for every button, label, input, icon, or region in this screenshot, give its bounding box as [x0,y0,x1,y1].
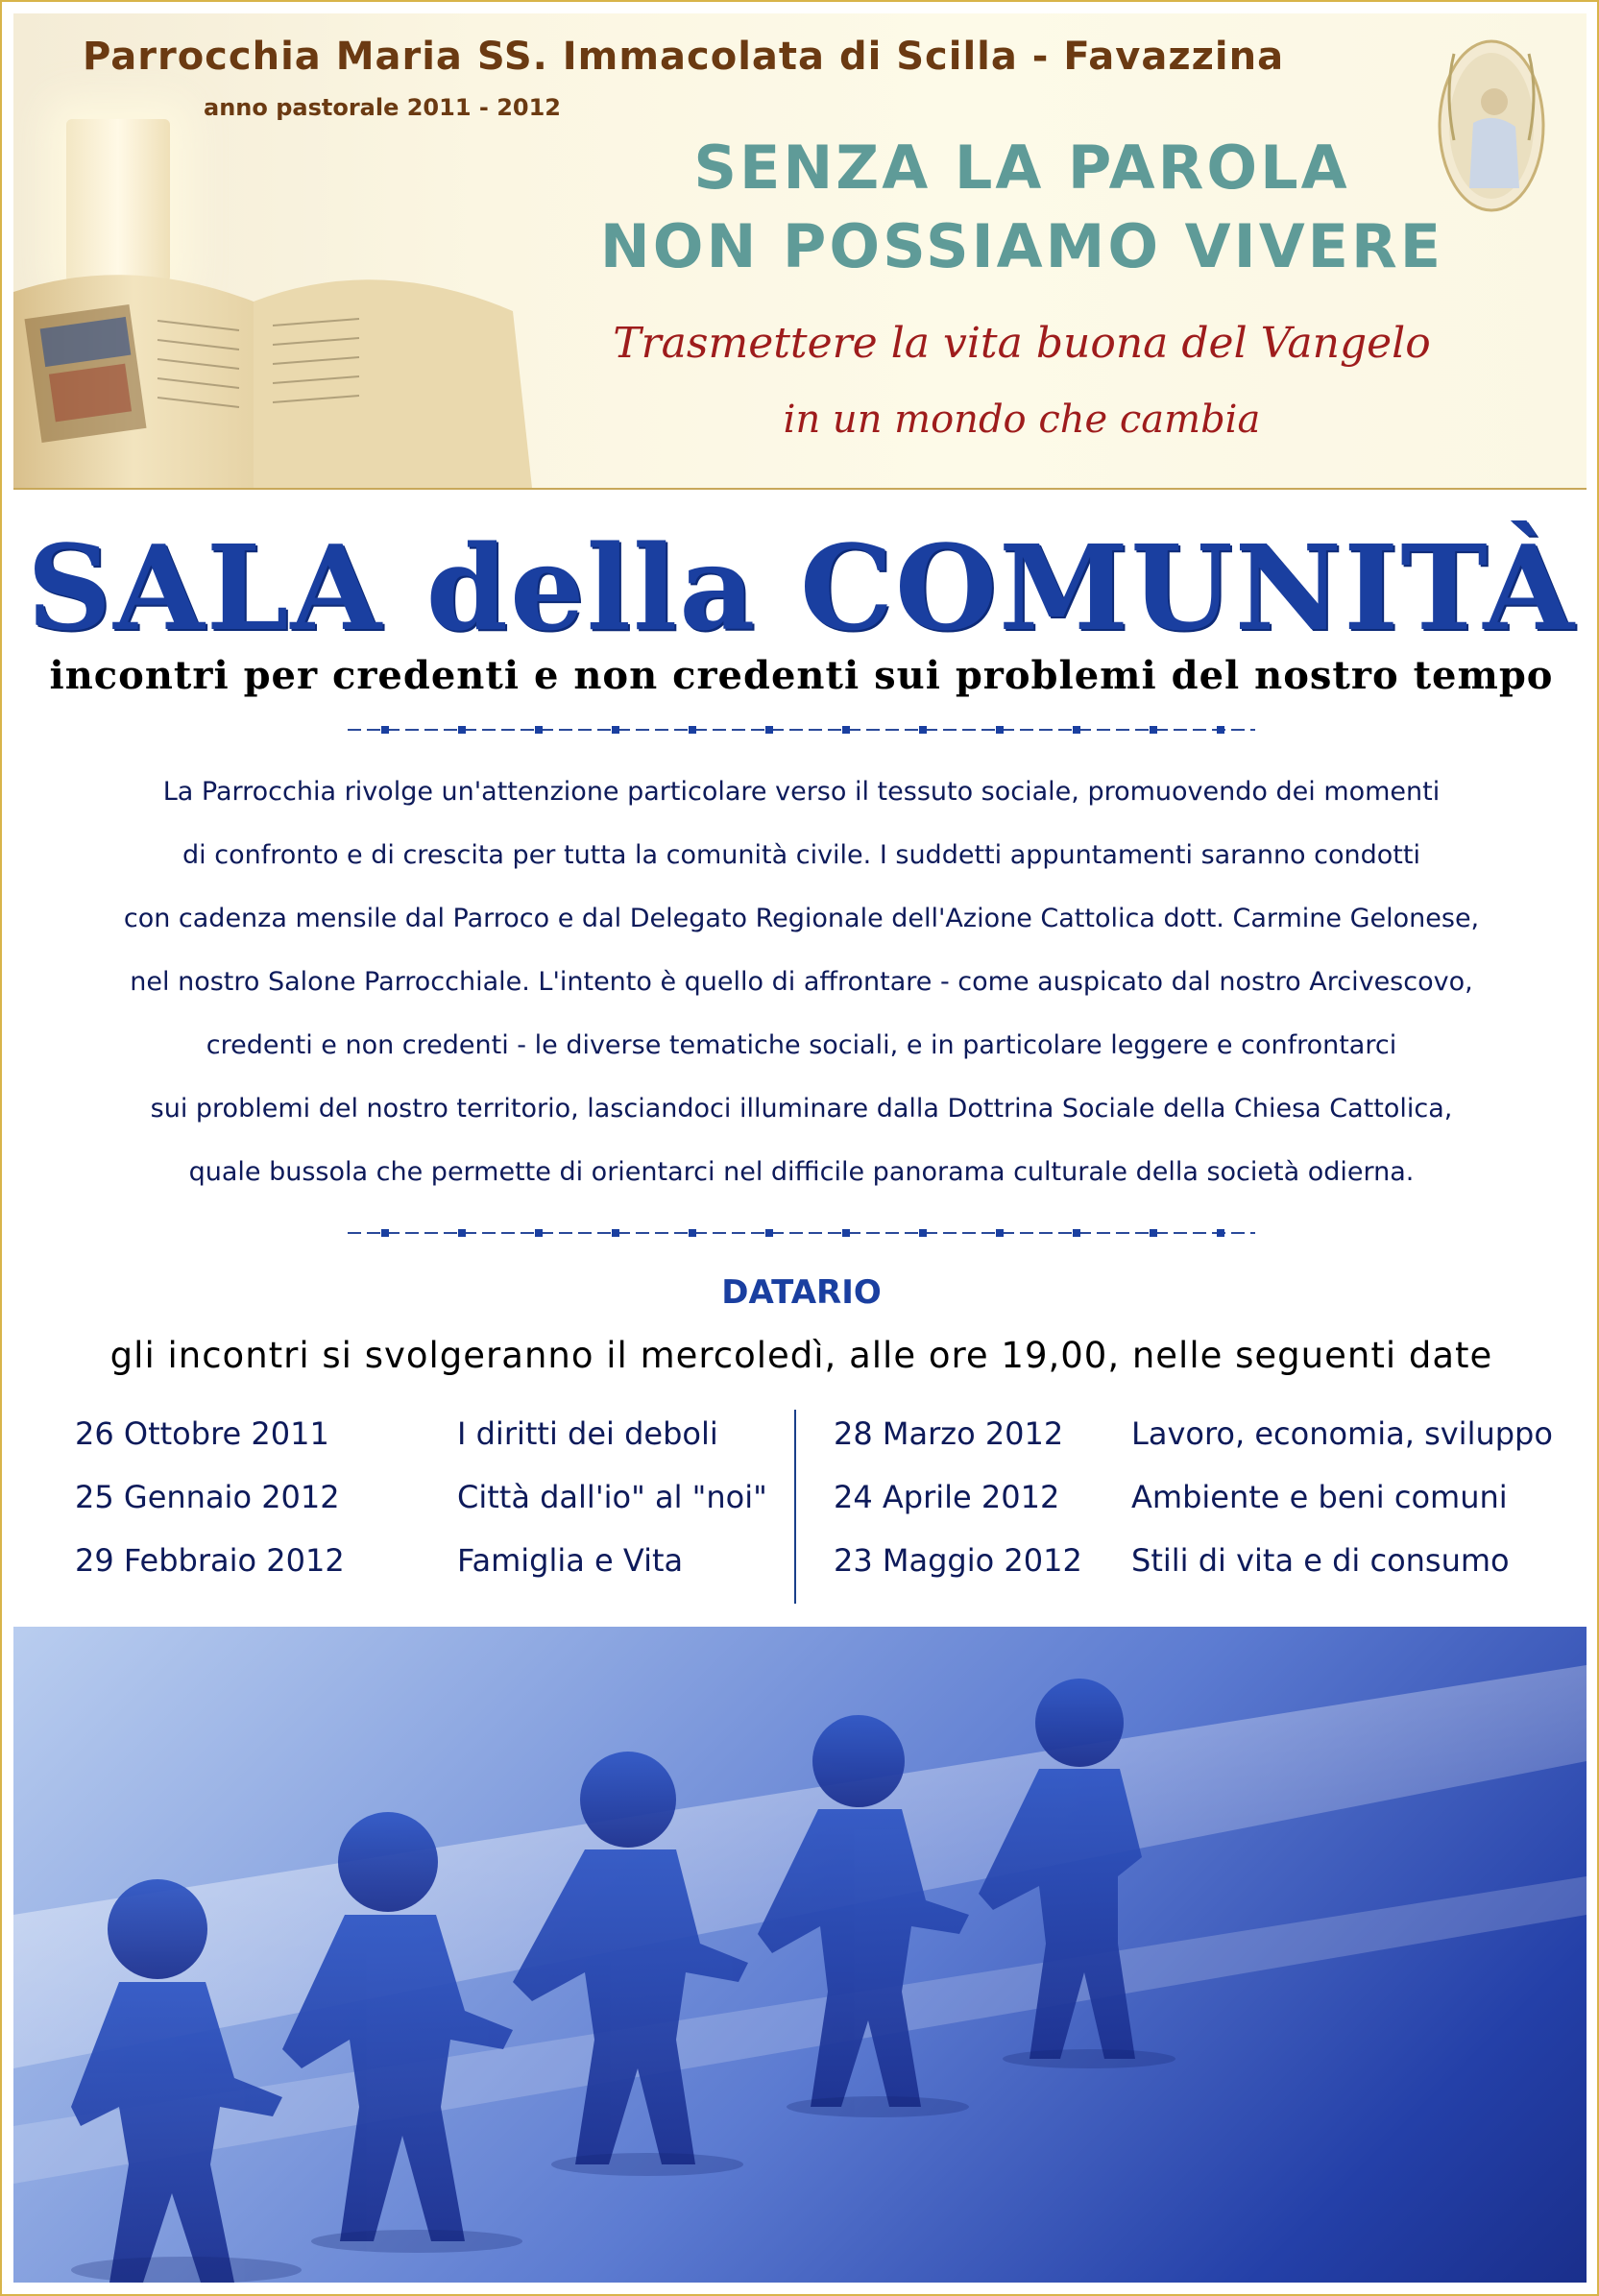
open-bible-image [13,234,532,488]
slogan-line-2: NON POSSIAMO VIVERE [599,211,1444,281]
events-separator [794,1410,796,1604]
ornamental-divider [348,1227,1255,1239]
paragraph-line: con cadenza mensile dal Parroco e dal Delegato Regionale dell'Azione Cattolica dott. Carmine Gelonese, [123,904,1480,933]
event-topic: I diritti dei deboli [457,1415,718,1452]
paragraph-line: quale bussola che permette di orientarci nel difficile panorama culturale della società odierna. [188,1157,1415,1187]
event-date: 24 Aprile 2012 [834,1479,1060,1515]
event-date: 25 Gennaio 2012 [75,1479,340,1515]
paragraph-line: di confronto e di crescita per tutta la comunità civile. I suddetti appuntamenti saranno condotti [182,840,1420,870]
event-date: 29 Febbraio 2012 [75,1542,345,1579]
paragraph-line: nel nostro Salone Parrocchiale. L'intento è quello di affrontare - come auspicato dal nostro Arcivescovo, [130,967,1473,997]
intro-paragraph [79,761,1524,1204]
datario-heading: DATARIO [721,1273,882,1312]
event-topic: Stili di vita e di consumo [1131,1542,1510,1579]
event-date: 23 Maggio 2012 [834,1542,1082,1579]
event-topic: Lavoro, economia, sviluppo [1131,1415,1553,1452]
slogan-line-1: SENZA LA PAROLA [693,133,1350,203]
header-banner [13,13,1587,490]
tagline: incontri per credenti e non credenti sui problemi del nostro tempo [49,653,1554,698]
event-topic: Famiglia e Vita [457,1542,684,1579]
event-topic: Città dall'io" al "noi" [457,1479,767,1515]
paragraph-line: sui problemi del nostro territorio, lasciandoci illuminare dalla Dottrina Sociale della Chiesa Cattolica, [150,1094,1453,1124]
event-topic: Ambiente e beni comuni [1131,1479,1508,1515]
pastoral-year: anno pastorale 2011 - 2012 [204,94,561,121]
paragraph-line: La Parrocchia rivolge un'attenzione particolare verso il tessuto sociale, promuovendo dei momenti [162,777,1441,807]
subtitle-line-1: Trasmettere la vita buona del Vangelo [613,319,1431,368]
paper-people-chain-illustration [13,1627,1587,2283]
ornamental-divider [348,724,1255,736]
people-chain-image [13,1627,1587,2283]
subtitle-line-2: in un mondo che cambia [783,398,1261,442]
schedule-text: gli incontri si svolgeranno il mercoledì, alle ore 19,00, nelle seguenti date [109,1335,1493,1376]
paragraph-line: credenti e non credenti - le diverse tematiche sociali, e in particolare leggere e confrontarci [206,1030,1397,1060]
event-date: 26 Ottobre 2011 [75,1415,329,1452]
parish-name: Parrocchia Maria SS. Immacolata di Scilla - Favazzina [83,35,1285,79]
main-title: SALA della COMUNITÀ [27,519,1576,657]
event-date: 28 Marzo 2012 [834,1415,1064,1452]
